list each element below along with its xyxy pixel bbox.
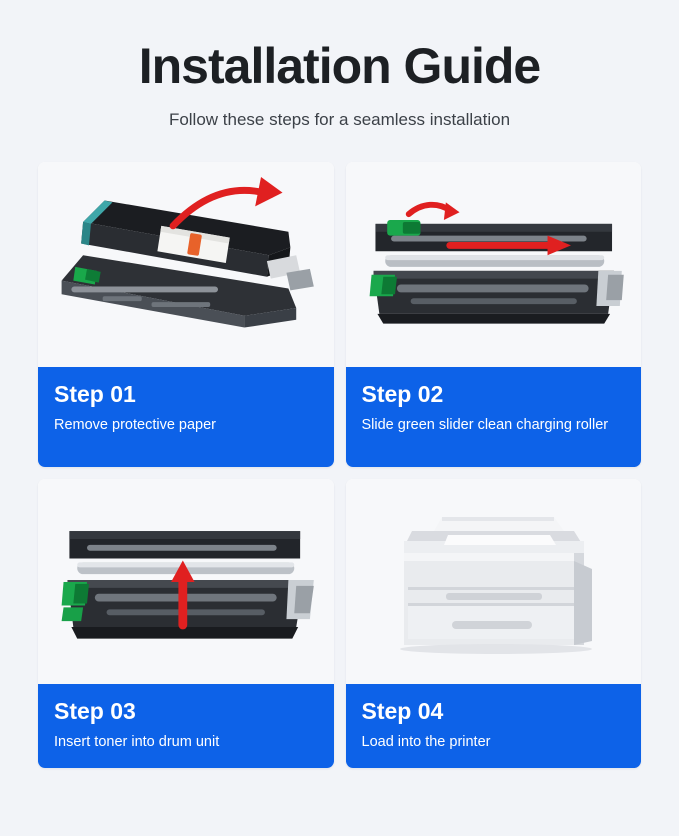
step-2-body [346,367,642,467]
step-card-4 [346,479,642,769]
step-1-image [38,162,334,367]
step-1-body [38,367,334,467]
step-4-image [346,479,642,684]
step-3-desc: Insert toner into drum unit [54,733,220,750]
drum-unit-green-slider-illustration [352,179,636,349]
step-3-body [38,684,334,769]
step-1-label: Step 01 [54,380,136,407]
step-4-desc: Load into the printer [361,733,491,750]
steps-grid [38,162,641,769]
step-2-image [346,162,642,367]
page-title: Installation Guide [138,38,541,94]
drum-unit-toner-insert-illustration [44,496,328,666]
drum-unit-with-protective-paper-illustration [44,169,328,359]
step-4-body [346,684,642,769]
step-4-label: Step 04 [361,697,444,724]
laser-printer-illustration [378,491,608,671]
step-1-desc: Remove protective paper [54,416,216,433]
step-card-3 [38,479,334,769]
step-2-label: Step 02 [361,380,444,407]
step-2-desc: Slide green slider clean charging roller [361,416,609,433]
step-3-label: Step 03 [54,697,136,724]
step-card-2 [346,162,642,467]
page-subtitle: Follow these steps for a seamless installation [168,109,511,129]
step-3-image [38,479,334,684]
step-card-1 [38,162,334,467]
